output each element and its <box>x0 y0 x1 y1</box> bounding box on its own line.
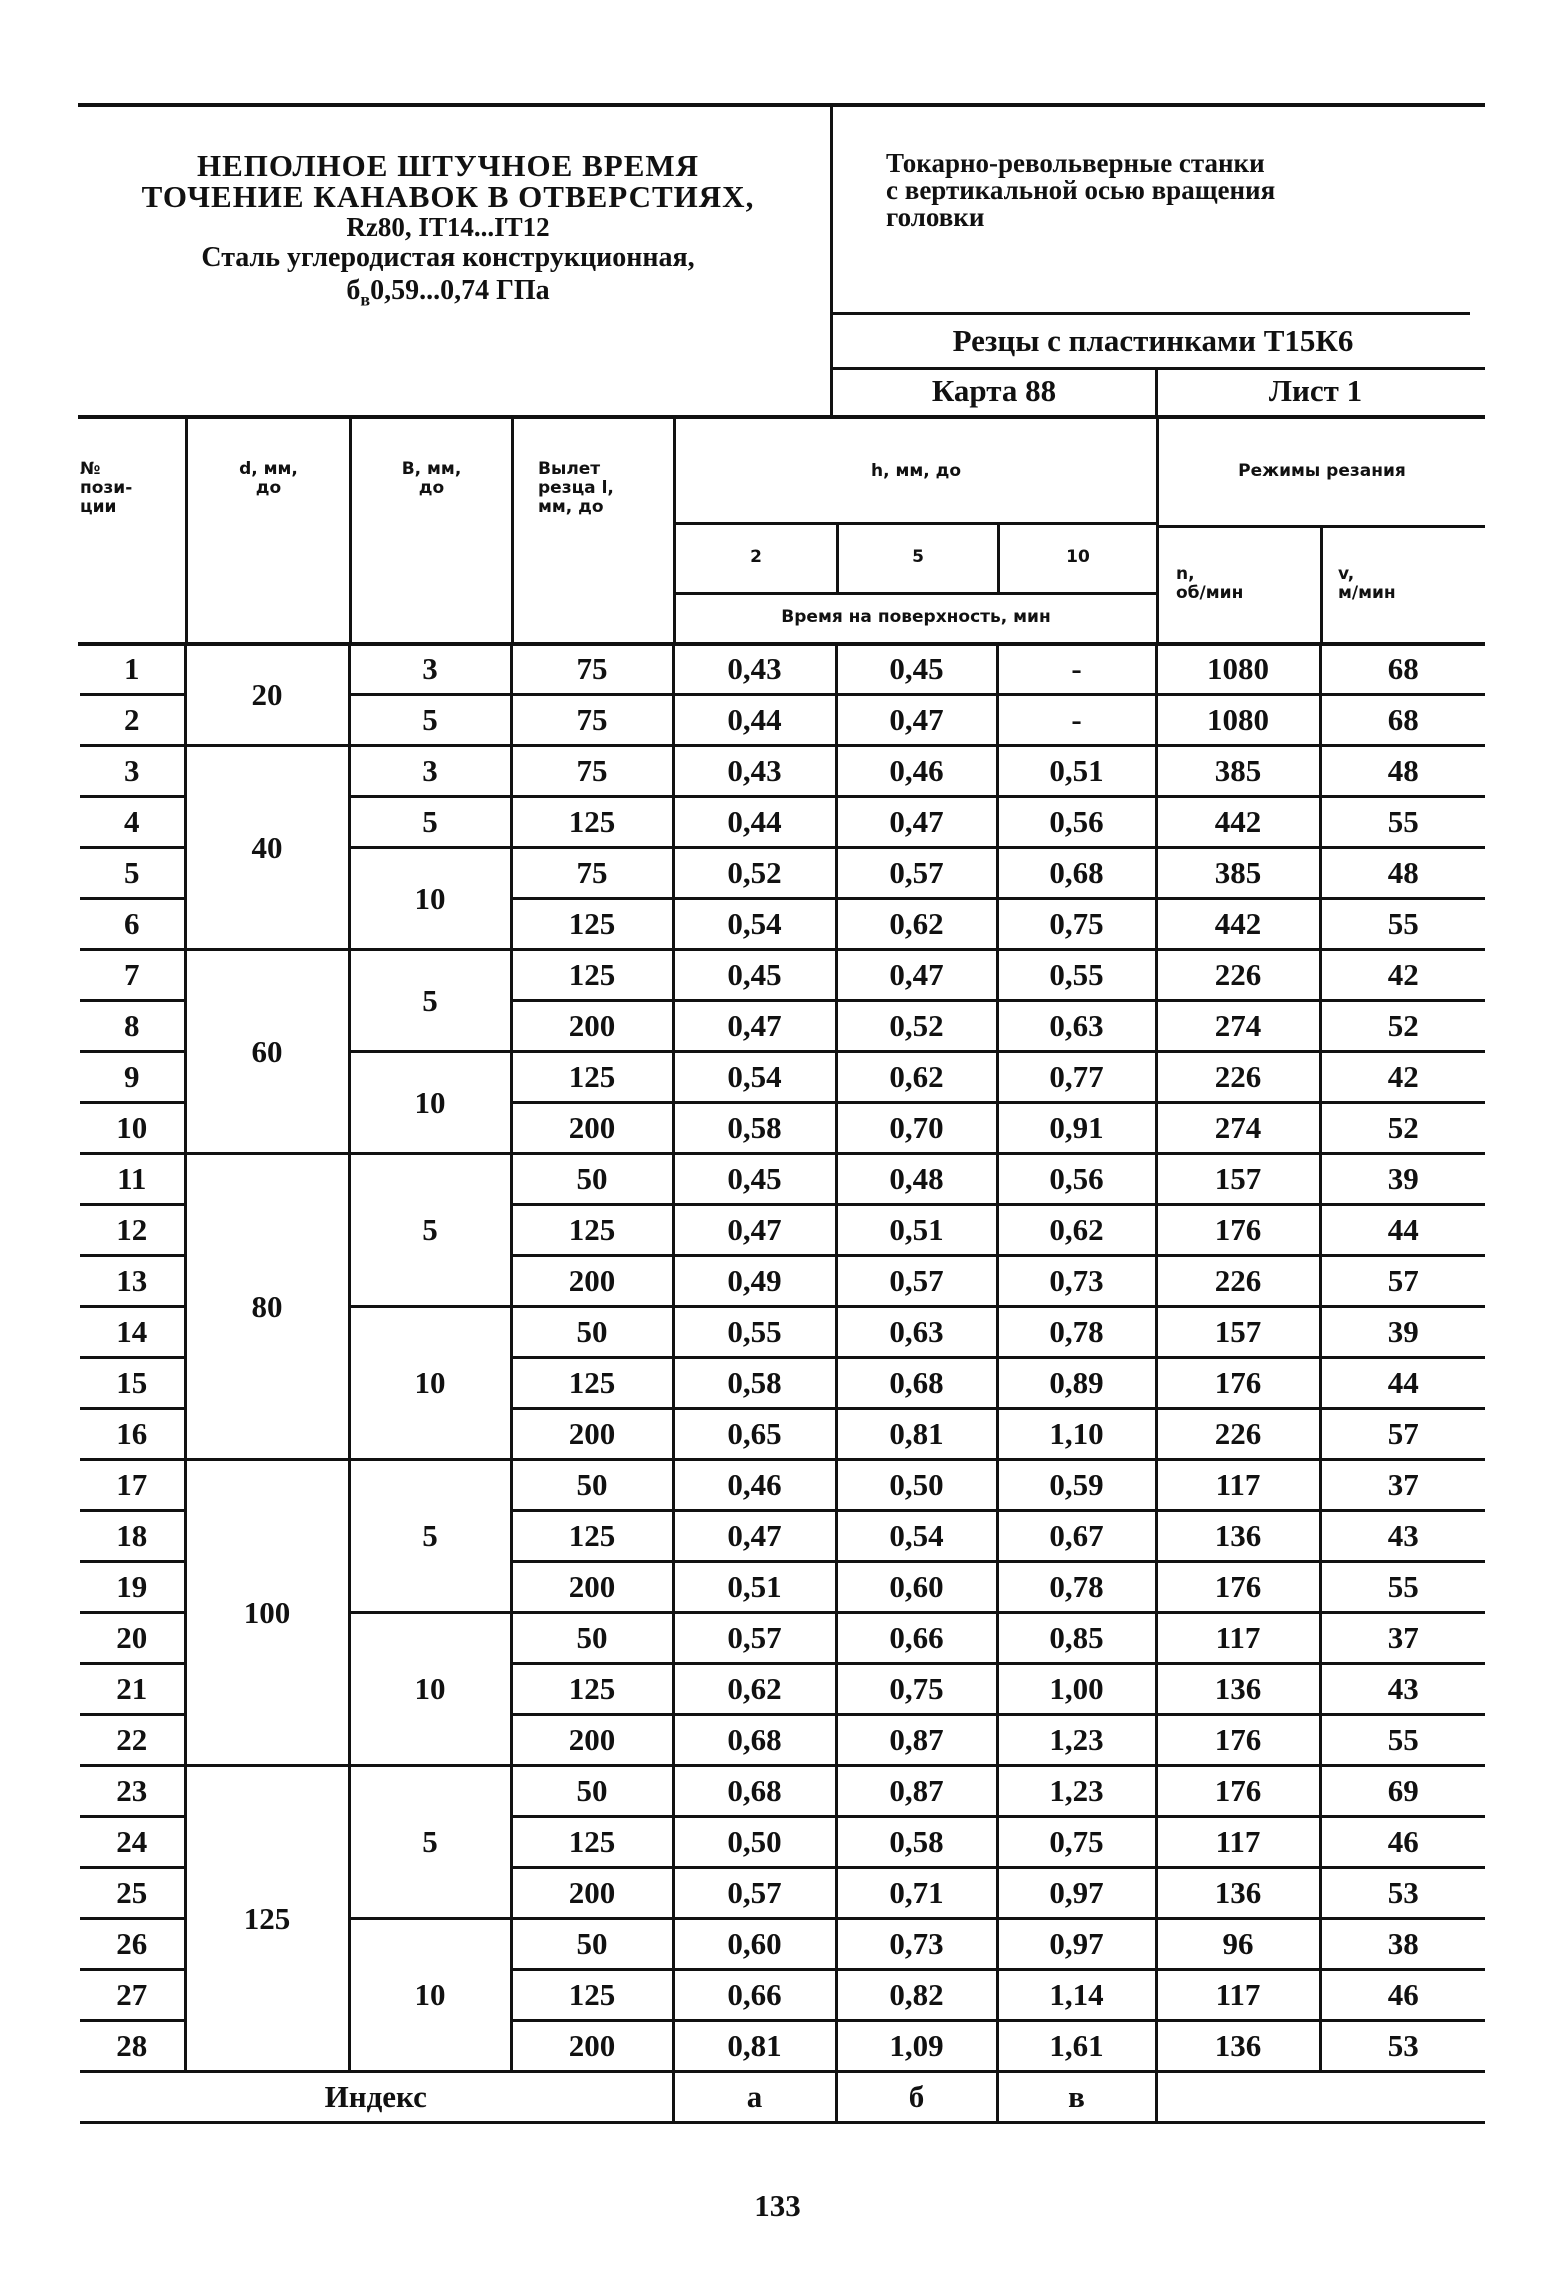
cell-time-h2: 0,65 <box>673 1409 836 1460</box>
cell-overhang: 50 <box>511 1919 673 1970</box>
th-vline-5 <box>1156 415 1159 645</box>
th-spindle-speed: n, об/мин <box>1176 564 1244 603</box>
cell-position: 25 <box>80 1868 185 1919</box>
cell-position: 11 <box>80 1154 185 1205</box>
cell-position: 10 <box>80 1103 185 1154</box>
cell-width: 10 <box>349 1613 511 1766</box>
th-diameter: d, мм, до <box>239 459 298 498</box>
cell-time-h10: 0,78 <box>997 1562 1156 1613</box>
cell-overhang: 125 <box>511 899 673 950</box>
cell-time-h2: 0,68 <box>673 1766 836 1817</box>
cell-time-h10: 0,97 <box>997 1868 1156 1919</box>
page-number: 133 <box>754 2188 801 2223</box>
cell-time-h10: 0,59 <box>997 1460 1156 1511</box>
cell-cutting-speed: 42 <box>1320 1052 1485 1103</box>
cell-time-h10: 0,91 <box>997 1103 1156 1154</box>
cell-time-h2: 0,81 <box>673 2021 836 2072</box>
table-row <box>80 645 1485 695</box>
cell-spindle-speed: 226 <box>1156 1409 1320 1460</box>
cell-cutting-speed: 57 <box>1320 1256 1485 1307</box>
cell-time-h5: 0,58 <box>836 1817 997 1868</box>
th-modes: Режимы резания <box>1238 461 1406 481</box>
cell-width: 5 <box>349 797 511 848</box>
cell-overhang: 200 <box>511 1103 673 1154</box>
cell-spindle-speed: 136 <box>1156 1664 1320 1715</box>
cutting-time-table <box>80 645 1485 2124</box>
machine-line-3: головки <box>886 202 985 232</box>
machine-description <box>886 150 1446 231</box>
th-cutting-speed: v, м/мин <box>1338 564 1396 603</box>
cell-position: 4 <box>80 797 185 848</box>
cell-diameter: 125 <box>185 1766 349 2072</box>
cell-overhang: 200 <box>511 1001 673 1052</box>
cell-time-h5: 0,87 <box>836 1766 997 1817</box>
cell-overhang: 125 <box>511 1358 673 1409</box>
cell-time-h2: 0,44 <box>673 695 836 746</box>
cell-cutting-speed: 46 <box>1320 1817 1485 1868</box>
cell-position: 16 <box>80 1409 185 1460</box>
index-b: б <box>836 2072 997 2123</box>
cell-spindle-speed: 136 <box>1156 2021 1320 2072</box>
cell-time-h2: 0,52 <box>673 848 836 899</box>
cell-time-h2: 0,54 <box>673 899 836 950</box>
cell-cutting-speed: 44 <box>1320 1205 1485 1256</box>
cell-overhang: 200 <box>511 1868 673 1919</box>
cell-spindle-speed: 274 <box>1156 1001 1320 1052</box>
cell-position: 28 <box>80 2021 185 2072</box>
index-row <box>80 2072 1485 2123</box>
cell-overhang: 50 <box>511 1307 673 1358</box>
th-depth: h, мм, до <box>870 461 962 481</box>
cell-time-h5: 0,57 <box>836 848 997 899</box>
th-vline-3 <box>511 415 514 645</box>
cell-overhang: 50 <box>511 1613 673 1664</box>
cell-position: 7 <box>80 950 185 1001</box>
cell-time-h2: 0,58 <box>673 1358 836 1409</box>
cell-position: 13 <box>80 1256 185 1307</box>
cell-position: 24 <box>80 1817 185 1868</box>
cell-time-h10: 0,75 <box>997 1817 1156 1868</box>
cell-time-h5: 0,48 <box>836 1154 997 1205</box>
cell-time-h5: 0,47 <box>836 797 997 848</box>
title-line-2: ТОЧЕНИЕ КАНАВОК В ОТВЕРСТИЯХ, <box>141 179 755 214</box>
cell-time-h5: 0,70 <box>836 1103 997 1154</box>
cell-time-h10: 0,75 <box>997 899 1156 950</box>
cell-time-h2: 0,45 <box>673 1154 836 1205</box>
cell-position: 9 <box>80 1052 185 1103</box>
th-depth-2: 2 <box>750 547 762 567</box>
cell-time-h5: 0,47 <box>836 695 997 746</box>
cell-cutting-speed: 52 <box>1320 1001 1485 1052</box>
cell-cutting-speed: 55 <box>1320 899 1485 950</box>
top-rule <box>78 103 1485 107</box>
cell-diameter: 20 <box>185 645 349 746</box>
cell-time-h2: 0,47 <box>673 1001 836 1052</box>
cell-cutting-speed: 55 <box>1320 1562 1485 1613</box>
cell-spindle-speed: 442 <box>1156 899 1320 950</box>
cell-spindle-speed: 117 <box>1156 1970 1320 2021</box>
cell-overhang: 125 <box>511 1052 673 1103</box>
cell-time-h5: 0,73 <box>836 1919 997 1970</box>
cell-width: 10 <box>349 1052 511 1154</box>
cell-time-h2: 0,58 <box>673 1103 836 1154</box>
cell-time-h10: 0,68 <box>997 848 1156 899</box>
cell-spindle-speed: 96 <box>1156 1919 1320 1970</box>
cell-position: 26 <box>80 1919 185 1970</box>
cell-cutting-speed: 57 <box>1320 1409 1485 1460</box>
cell-time-h5: 0,71 <box>836 1868 997 1919</box>
cell-spindle-speed: 157 <box>1156 1154 1320 1205</box>
table-row <box>80 1154 1485 1205</box>
cell-time-h10: 1,23 <box>997 1715 1156 1766</box>
cell-overhang: 75 <box>511 695 673 746</box>
cell-time-h10: 0,63 <box>997 1001 1156 1052</box>
th-width: B, мм, до <box>401 459 462 498</box>
cell-width: 5 <box>349 1766 511 1919</box>
cell-overhang: 75 <box>511 746 673 797</box>
th-time-rule <box>673 592 1156 595</box>
cell-spindle-speed: 226 <box>1156 1052 1320 1103</box>
sigma-subscript: в <box>360 289 371 310</box>
cell-time-h2: 0,49 <box>673 1256 836 1307</box>
cell-overhang: 50 <box>511 1460 673 1511</box>
cell-time-h10: 0,56 <box>997 797 1156 848</box>
cell-overhang: 50 <box>511 1766 673 1817</box>
index-c: в <box>997 2072 1156 2123</box>
cell-width: 10 <box>349 1919 511 2072</box>
cell-overhang: 125 <box>511 797 673 848</box>
cell-width: 5 <box>349 950 511 1052</box>
cell-cutting-speed: 69 <box>1320 1766 1485 1817</box>
cell-spindle-speed: 117 <box>1156 1460 1320 1511</box>
cell-cutting-speed: 48 <box>1320 848 1485 899</box>
title-line-4: Сталь углеродистая конструкционная, <box>201 242 695 273</box>
cell-spindle-speed: 176 <box>1156 1766 1320 1817</box>
cell-overhang: 200 <box>511 1715 673 1766</box>
tool-label: Резцы с пластинками Т15К6 <box>952 323 1354 358</box>
th-vline-2 <box>349 415 352 645</box>
cell-time-h2: 0,50 <box>673 1817 836 1868</box>
cell-position: 1 <box>80 645 185 695</box>
cell-time-h2: 0,62 <box>673 1664 836 1715</box>
index-a: а <box>673 2072 836 2123</box>
cell-position: 23 <box>80 1766 185 1817</box>
cell-time-h10: 0,85 <box>997 1613 1156 1664</box>
cell-time-h5: 0,63 <box>836 1307 997 1358</box>
cell-time-h10: - <box>997 645 1156 695</box>
th-overhang: Вылет резца l, мм, до <box>538 459 614 517</box>
cell-time-h2: 0,45 <box>673 950 836 1001</box>
cell-time-h5: 0,81 <box>836 1409 997 1460</box>
th-depth-5: 5 <box>912 547 924 567</box>
cell-time-h2: 0,51 <box>673 1562 836 1613</box>
cell-time-h5: 0,66 <box>836 1613 997 1664</box>
th-position: № пози- ции <box>80 459 133 517</box>
cell-cutting-speed: 68 <box>1320 645 1485 695</box>
cell-spindle-speed: 226 <box>1156 1256 1320 1307</box>
cell-overhang: 200 <box>511 1409 673 1460</box>
sigma-symbol: б <box>346 275 361 306</box>
cell-time-h10: 1,14 <box>997 1970 1156 2021</box>
index-label: Индекс <box>80 2072 673 2123</box>
cell-width: 5 <box>349 695 511 746</box>
cell-position: 19 <box>80 1562 185 1613</box>
cell-position: 18 <box>80 1511 185 1562</box>
cell-time-h5: 0,82 <box>836 1970 997 2021</box>
cell-diameter: 100 <box>185 1460 349 1766</box>
cell-time-h2: 0,47 <box>673 1511 836 1562</box>
cell-spindle-speed: 385 <box>1156 848 1320 899</box>
cell-time-h10: 1,61 <box>997 2021 1156 2072</box>
cell-spindle-speed: 117 <box>1156 1613 1320 1664</box>
cell-position: 3 <box>80 746 185 797</box>
cell-time-h10: 0,97 <box>997 1919 1156 1970</box>
cell-overhang: 125 <box>511 1817 673 1868</box>
cell-time-h5: 0,46 <box>836 746 997 797</box>
cell-overhang: 125 <box>511 1664 673 1715</box>
cell-cutting-speed: 37 <box>1320 1460 1485 1511</box>
cell-spindle-speed: 385 <box>1156 746 1320 797</box>
cell-time-h5: 0,68 <box>836 1358 997 1409</box>
machine-line-1: Токарно-револьверные станки <box>886 148 1265 178</box>
th-vline-1 <box>185 415 188 645</box>
header-bottom-rule <box>78 415 1485 419</box>
cell-spindle-speed: 176 <box>1156 1715 1320 1766</box>
cell-spindle-speed: 117 <box>1156 1817 1320 1868</box>
cell-time-h10: 1,00 <box>997 1664 1156 1715</box>
cell-time-h5: 0,75 <box>836 1664 997 1715</box>
cell-cutting-speed: 43 <box>1320 1664 1485 1715</box>
cell-time-h2: 0,66 <box>673 1970 836 2021</box>
cell-time-h10: 0,51 <box>997 746 1156 797</box>
cell-diameter: 80 <box>185 1154 349 1460</box>
cell-position: 15 <box>80 1358 185 1409</box>
cell-width: 10 <box>349 848 511 950</box>
cell-time-h5: 0,60 <box>836 1562 997 1613</box>
cell-cutting-speed: 44 <box>1320 1358 1485 1409</box>
cell-position: 6 <box>80 899 185 950</box>
cell-time-h10: 0,78 <box>997 1307 1156 1358</box>
table-row <box>80 1766 1485 1817</box>
cell-diameter: 40 <box>185 746 349 950</box>
cell-time-h2: 0,60 <box>673 1919 836 1970</box>
cell-cutting-speed: 55 <box>1320 797 1485 848</box>
cell-position: 12 <box>80 1205 185 1256</box>
cell-time-h5: 0,57 <box>836 1256 997 1307</box>
cell-overhang: 125 <box>511 1970 673 2021</box>
cell-position: 21 <box>80 1664 185 1715</box>
cell-time-h10: 0,77 <box>997 1052 1156 1103</box>
strength-range: 0,59...0,74 ГПа <box>370 275 550 306</box>
cell-time-h5: 0,45 <box>836 645 997 695</box>
cell-time-h10: - <box>997 695 1156 746</box>
cell-cutting-speed: 52 <box>1320 1103 1485 1154</box>
cell-position: 2 <box>80 695 185 746</box>
table-row <box>80 746 1485 797</box>
cell-cutting-speed: 38 <box>1320 1919 1485 1970</box>
tool-rule <box>830 312 1470 315</box>
cell-position: 8 <box>80 1001 185 1052</box>
th-modes-rule <box>1156 525 1485 528</box>
title-line-5 <box>78 274 818 317</box>
cell-time-h2: 0,47 <box>673 1205 836 1256</box>
machine-line-2: с вертикальной осью вращения <box>886 175 1276 205</box>
cell-time-h2: 0,44 <box>673 797 836 848</box>
cell-spindle-speed: 176 <box>1156 1205 1320 1256</box>
cell-overhang: 125 <box>511 950 673 1001</box>
index-empty <box>1156 2072 1485 2123</box>
cell-time-h10: 0,56 <box>997 1154 1156 1205</box>
cell-time-h5: 0,62 <box>836 899 997 950</box>
cell-time-h10: 0,89 <box>997 1358 1156 1409</box>
cell-spindle-speed: 274 <box>1156 1103 1320 1154</box>
cell-time-h2: 0,68 <box>673 1715 836 1766</box>
cell-spindle-speed: 176 <box>1156 1562 1320 1613</box>
cell-position: 5 <box>80 848 185 899</box>
cell-time-h5: 0,47 <box>836 950 997 1001</box>
cell-time-h2: 0,57 <box>673 1613 836 1664</box>
title-line-1: НЕПОЛНОЕ ШТУЧНОЕ ВРЕМЯ <box>196 148 700 183</box>
cell-time-h2: 0,46 <box>673 1460 836 1511</box>
cell-overhang: 50 <box>511 1154 673 1205</box>
cell-overhang: 75 <box>511 645 673 695</box>
sheet-label: Лист 1 <box>1268 373 1363 408</box>
cell-time-h5: 0,54 <box>836 1511 997 1562</box>
cell-diameter: 60 <box>185 950 349 1154</box>
cell-time-h5: 0,62 <box>836 1052 997 1103</box>
cell-spindle-speed: 1080 <box>1156 645 1320 695</box>
cell-cutting-speed: 42 <box>1320 950 1485 1001</box>
cell-overhang: 75 <box>511 848 673 899</box>
cell-overhang: 200 <box>511 1562 673 1613</box>
cell-time-h2: 0,54 <box>673 1052 836 1103</box>
cell-spindle-speed: 157 <box>1156 1307 1320 1358</box>
cell-time-h2: 0,43 <box>673 746 836 797</box>
cell-cutting-speed: 55 <box>1320 1715 1485 1766</box>
cell-cutting-speed: 53 <box>1320 1868 1485 1919</box>
cell-cutting-speed: 68 <box>1320 695 1485 746</box>
cell-time-h5: 0,51 <box>836 1205 997 1256</box>
cell-cutting-speed: 37 <box>1320 1613 1485 1664</box>
cell-time-h10: 1,10 <box>997 1409 1156 1460</box>
cell-position: 27 <box>80 1970 185 2021</box>
cell-time-h10: 0,55 <box>997 950 1156 1001</box>
cell-cutting-speed: 39 <box>1320 1307 1485 1358</box>
cell-time-h2: 0,43 <box>673 645 836 695</box>
cell-time-h5: 1,09 <box>836 2021 997 2072</box>
cell-time-h2: 0,57 <box>673 1868 836 1919</box>
cell-spindle-speed: 1080 <box>1156 695 1320 746</box>
cell-cutting-speed: 39 <box>1320 1154 1485 1205</box>
cell-position: 20 <box>80 1613 185 1664</box>
cell-overhang: 200 <box>511 1256 673 1307</box>
cell-width: 10 <box>349 1307 511 1460</box>
th-depth-10: 10 <box>1066 547 1090 567</box>
cell-time-h5: 0,52 <box>836 1001 997 1052</box>
cell-cutting-speed: 46 <box>1320 1970 1485 2021</box>
card-label: Карта 88 <box>931 373 1057 408</box>
cell-time-h10: 0,62 <box>997 1205 1156 1256</box>
cell-spindle-speed: 136 <box>1156 1868 1320 1919</box>
cell-overhang: 125 <box>511 1511 673 1562</box>
table-row <box>80 1460 1485 1511</box>
cell-width: 3 <box>349 645 511 695</box>
cell-spindle-speed: 176 <box>1156 1358 1320 1409</box>
th-vline-8 <box>1320 525 1323 645</box>
th-time-label: Время на поверхность, мин <box>781 607 1051 627</box>
cell-overhang: 200 <box>511 2021 673 2072</box>
cell-spindle-speed: 136 <box>1156 1511 1320 1562</box>
document-title <box>78 150 818 317</box>
cell-cutting-speed: 43 <box>1320 1511 1485 1562</box>
cell-overhang: 125 <box>511 1205 673 1256</box>
cell-cutting-speed: 53 <box>1320 2021 1485 2072</box>
th-h-rule <box>673 522 1156 525</box>
cell-time-h5: 0,50 <box>836 1460 997 1511</box>
table-row <box>80 950 1485 1001</box>
title-line-3: Rz80, IT14...IT12 <box>346 212 550 242</box>
cell-time-h2: 0,55 <box>673 1307 836 1358</box>
cell-width: 5 <box>349 1154 511 1307</box>
cell-position: 17 <box>80 1460 185 1511</box>
cell-spindle-speed: 442 <box>1156 797 1320 848</box>
cell-width: 3 <box>349 746 511 797</box>
cell-time-h5: 0,87 <box>836 1715 997 1766</box>
cell-time-h10: 0,73 <box>997 1256 1156 1307</box>
cell-position: 14 <box>80 1307 185 1358</box>
cell-cutting-speed: 48 <box>1320 746 1485 797</box>
cell-position: 22 <box>80 1715 185 1766</box>
cell-spindle-speed: 226 <box>1156 950 1320 1001</box>
cell-width: 5 <box>349 1460 511 1613</box>
cell-time-h10: 0,67 <box>997 1511 1156 1562</box>
cell-time-h10: 1,23 <box>997 1766 1156 1817</box>
